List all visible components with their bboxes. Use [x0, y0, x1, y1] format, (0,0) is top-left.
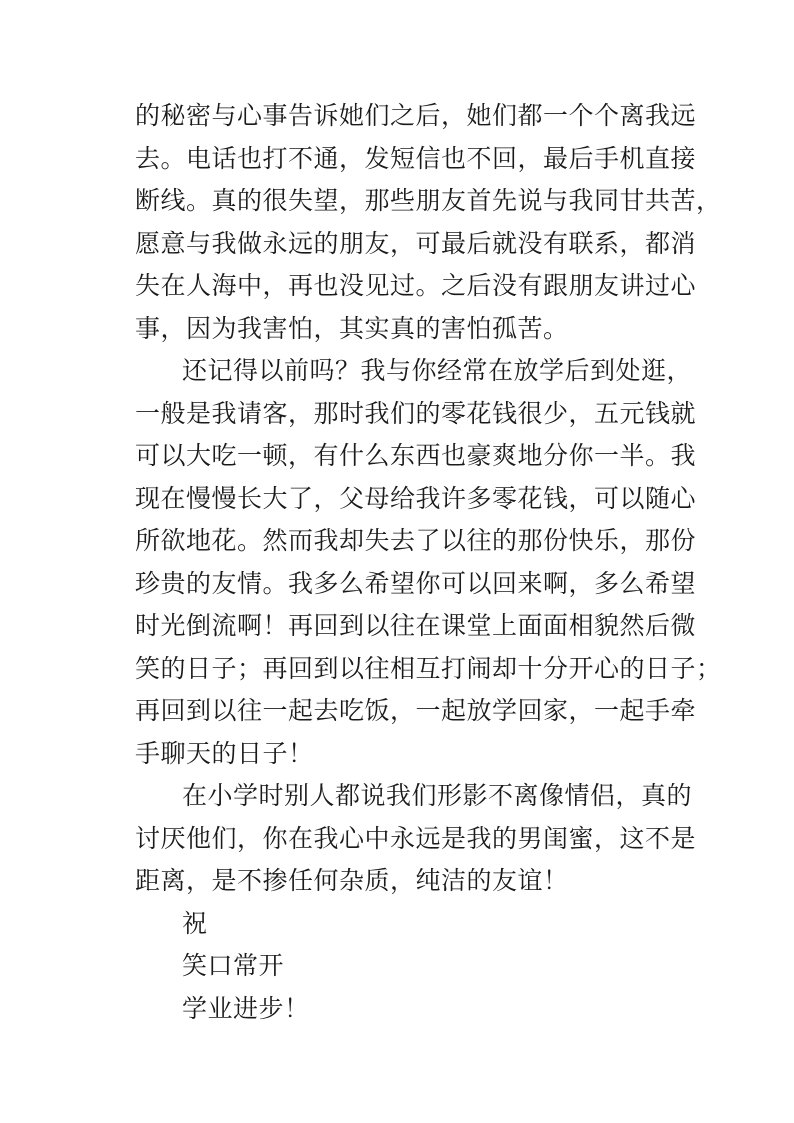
paragraph-3-line-1: 在小学时别人都说我们形影不离像情侣，真的: [182, 781, 693, 810]
paragraph-2-line-3: 可以大吃一顿，有什么东西也豪爽地分你一半。我: [135, 441, 697, 470]
closing-wish-1: 笑口常开: [182, 951, 285, 980]
paragraph-2-line-6: 珍贵的友情。我多么希望你可以回来啊，多么希望: [135, 568, 697, 598]
paragraph-2-line-10: 手聊天的日子！: [135, 738, 314, 768]
paragraph-1-line-4: 愿意与我做永远的朋友，可最后就没有联系，都消: [135, 228, 697, 258]
paragraph-1-line-1: 的秘密与心事告诉她们之后，她们都一个个离我远: [135, 101, 697, 130]
paragraph-1-line-5: 失在人海中，再也没见过。之后没有跟朋友讲过心: [135, 271, 697, 300]
paragraph-2-line-9: 再回到以往一起去吃饭，一起放学回家，一起手牵: [135, 696, 697, 725]
closing-salutation: 祝: [182, 908, 208, 938]
closing-wish-2: 学业进步！: [182, 993, 310, 1023]
paragraph-2-line-1: 还记得以前吗？我与你经常在放学后到处逛，: [182, 356, 693, 385]
paragraph-1-line-3: 断线。真的很失望，那些朋友首先说与我同甘共苦，: [135, 186, 722, 215]
paragraph-3-line-3: 距离，是不掺任何杂质，纯洁的友谊！: [135, 866, 569, 895]
paragraph-2-line-5: 所欲地花。然而我却失去了以往的那份快乐，那份: [135, 526, 697, 555]
paragraph-2-line-2: 一般是我请客，那时我们的零花钱很少，五元钱就: [135, 398, 697, 428]
paragraph-2-line-4: 现在慢慢长大了，父母给我许多零花钱，可以随心: [135, 483, 697, 513]
paragraph-2-line-7: 时光倒流啊！再回到以往在课堂上面面相貌然后微: [135, 611, 697, 640]
paragraph-1-line-2: 去。电话也打不通，发短信也不回，最后手机直接: [135, 143, 697, 173]
paragraph-2-line-8: 笑的日子；再回到以往相互打闹却十分开心的日子；: [135, 653, 722, 683]
paragraph-1-line-6: 事，因为我害怕，其实真的害怕孤苦。: [135, 313, 569, 343]
letter-body: [135, 95, 722, 1030]
paragraph-3-line-2: 讨厌他们，你在我心中永远是我的男闺蜜，这不是: [135, 823, 697, 853]
